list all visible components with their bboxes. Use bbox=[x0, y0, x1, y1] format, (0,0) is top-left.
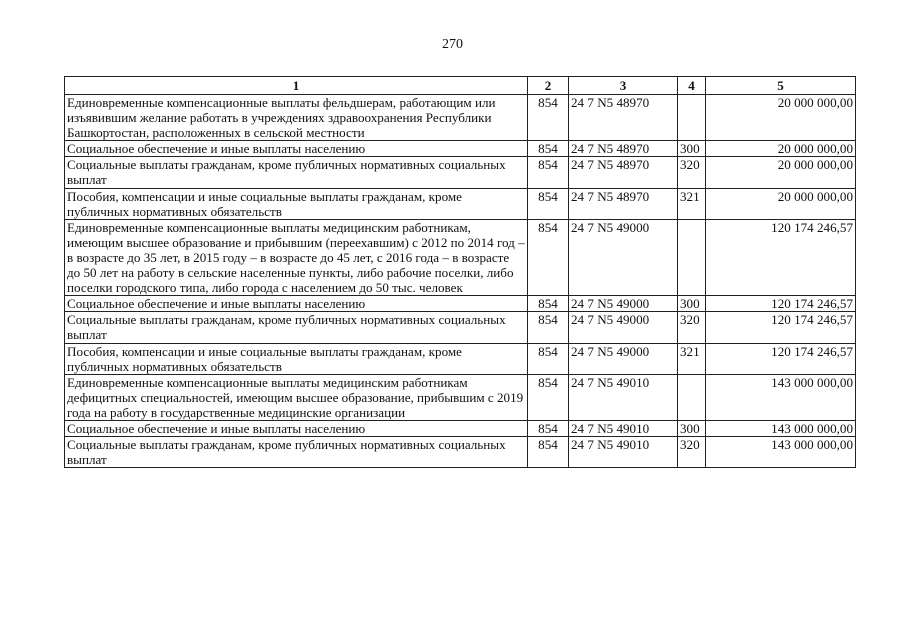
cell-expense-type: 300 bbox=[678, 141, 706, 157]
cell-ministry-code: 854 bbox=[528, 219, 569, 295]
cell-description: Социальное обеспечение и иные выплаты населению bbox=[65, 141, 528, 157]
budget-table bbox=[64, 76, 856, 468]
table-row bbox=[65, 374, 856, 420]
cell-description: Социальные выплаты гражданам, кроме публичных нормативных социальных выплат bbox=[65, 312, 528, 343]
table-row bbox=[65, 296, 856, 312]
cell-amount: 120 174 246,57 bbox=[706, 312, 856, 343]
cell-target-code: 24 7 N5 49010 bbox=[569, 374, 678, 420]
cell-target-code: 24 7 N5 49000 bbox=[569, 219, 678, 295]
cell-amount: 120 174 246,57 bbox=[706, 296, 856, 312]
table-row bbox=[65, 219, 856, 295]
table-row bbox=[65, 437, 856, 468]
cell-expense-type bbox=[678, 219, 706, 295]
cell-ministry-code: 854 bbox=[528, 420, 569, 436]
table-row bbox=[65, 141, 856, 157]
cell-description: Единовременные компенсационные выплаты медицинским работникам дефицитных специальностей, имеющим высшее образование, прибывшим с 2019 года на работу в государственные медицинские организации bbox=[65, 374, 528, 420]
table-row bbox=[65, 188, 856, 219]
cell-ministry-code: 854 bbox=[528, 343, 569, 374]
cell-expense-type: 320 bbox=[678, 157, 706, 188]
cell-expense-type: 320 bbox=[678, 437, 706, 468]
cell-amount: 143 000 000,00 bbox=[706, 420, 856, 436]
table-row bbox=[65, 157, 856, 188]
cell-amount: 20 000 000,00 bbox=[706, 157, 856, 188]
cell-amount: 120 174 246,57 bbox=[706, 219, 856, 295]
cell-expense-type: 300 bbox=[678, 296, 706, 312]
cell-target-code: 24 7 N5 48970 bbox=[569, 157, 678, 188]
cell-description: Социальные выплаты гражданам, кроме публичных нормативных социальных выплат bbox=[65, 437, 528, 468]
header-col-3: 3 bbox=[569, 77, 678, 95]
header-row bbox=[65, 77, 856, 95]
cell-ministry-code: 854 bbox=[528, 437, 569, 468]
cell-description: Единовременные компенсационные выплаты медицинским работникам, имеющим высшее образование и прибывшим (переехавшим) с 2012 по 2014 год – в возрасте до 35 лет, в 2015 году – в возрасте до 45 лет, с 2016 года – в возрасте до 50 лет на работу в сельские населенные пункты, либо рабочие поселки, либо поселки городского типа, либо города с населением до 50 тыс. человек bbox=[65, 219, 528, 295]
page-number: 270 bbox=[442, 37, 463, 52]
table-row bbox=[65, 420, 856, 436]
cell-target-code: 24 7 N5 49010 bbox=[569, 437, 678, 468]
table-body bbox=[65, 95, 856, 468]
header-col-5: 5 bbox=[706, 77, 856, 95]
cell-description: Пособия, компенсации и иные социальные выплаты гражданам, кроме публичных нормативных обязательств bbox=[65, 343, 528, 374]
cell-target-code: 24 7 N5 49000 bbox=[569, 312, 678, 343]
cell-expense-type: 300 bbox=[678, 420, 706, 436]
cell-description: Единовременные компенсационные выплаты фельдшерам, работающим или изъявившим желание работать в учреждениях здравоохранения Республики Башкортостан, расположенных в сельской местности bbox=[65, 95, 528, 141]
cell-ministry-code: 854 bbox=[528, 188, 569, 219]
header-col-4: 4 bbox=[678, 77, 706, 95]
cell-description: Социальные выплаты гражданам, кроме публичных нормативных социальных выплат bbox=[65, 157, 528, 188]
header-col-2: 2 bbox=[528, 77, 569, 95]
cell-amount: 120 174 246,57 bbox=[706, 343, 856, 374]
table-row bbox=[65, 343, 856, 374]
cell-ministry-code: 854 bbox=[528, 374, 569, 420]
cell-expense-type bbox=[678, 95, 706, 141]
cell-description: Социальное обеспечение и иные выплаты населению bbox=[65, 296, 528, 312]
cell-amount: 20 000 000,00 bbox=[706, 95, 856, 141]
cell-target-code: 24 7 N5 48970 bbox=[569, 95, 678, 141]
cell-target-code: 24 7 N5 49010 bbox=[569, 420, 678, 436]
cell-amount: 143 000 000,00 bbox=[706, 374, 856, 420]
cell-expense-type: 320 bbox=[678, 312, 706, 343]
cell-ministry-code: 854 bbox=[528, 312, 569, 343]
cell-expense-type: 321 bbox=[678, 343, 706, 374]
cell-ministry-code: 854 bbox=[528, 141, 569, 157]
cell-target-code: 24 7 N5 48970 bbox=[569, 141, 678, 157]
cell-ministry-code: 854 bbox=[528, 296, 569, 312]
cell-target-code: 24 7 N5 49000 bbox=[569, 296, 678, 312]
table-row bbox=[65, 312, 856, 343]
cell-expense-type bbox=[678, 374, 706, 420]
cell-target-code: 24 7 N5 48970 bbox=[569, 188, 678, 219]
cell-amount: 143 000 000,00 bbox=[706, 437, 856, 468]
cell-description: Пособия, компенсации и иные социальные выплаты гражданам, кроме публичных нормативных обязательств bbox=[65, 188, 528, 219]
cell-amount: 20 000 000,00 bbox=[706, 188, 856, 219]
table-header bbox=[65, 77, 856, 95]
cell-expense-type: 321 bbox=[678, 188, 706, 219]
cell-ministry-code: 854 bbox=[528, 157, 569, 188]
cell-target-code: 24 7 N5 49000 bbox=[569, 343, 678, 374]
header-col-1: 1 bbox=[65, 77, 528, 95]
cell-amount: 20 000 000,00 bbox=[706, 141, 856, 157]
cell-ministry-code: 854 bbox=[528, 95, 569, 141]
cell-description: Социальное обеспечение и иные выплаты населению bbox=[65, 420, 528, 436]
table-row bbox=[65, 95, 856, 141]
